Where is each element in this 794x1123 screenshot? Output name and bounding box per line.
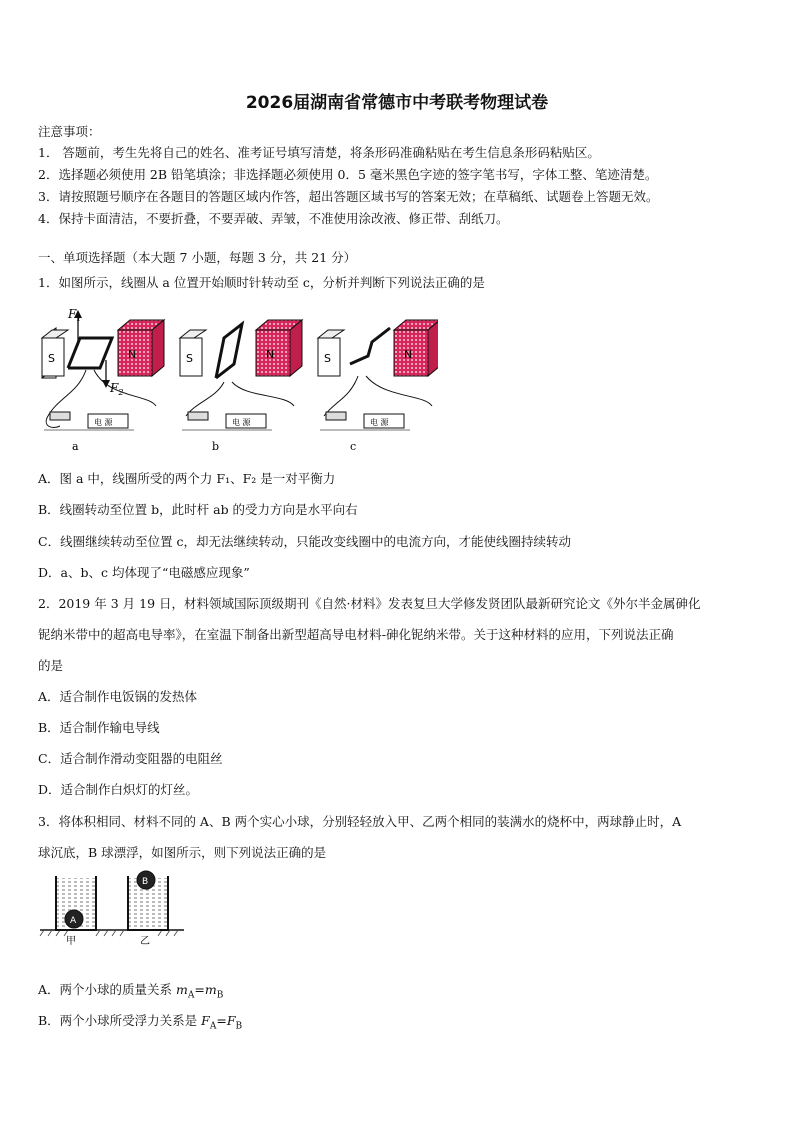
panel-c <box>318 320 438 453</box>
force-f1: $F_1$ <box>68 307 82 323</box>
force-f2: $F_2$ <box>110 381 124 397</box>
q2-option-a: A．适合制作电饭锅的发热体 <box>38 689 198 704</box>
ball-a-label: A <box>70 916 77 926</box>
panel-label-c: c <box>350 440 357 453</box>
panel-a <box>42 307 164 453</box>
section-heading: 一、单项选择题（本大题 7 小题，每题 3 分，共 21 分） <box>38 250 357 265</box>
q1-option-d: D．a、b、c 均体现了“电磁感应现象” <box>38 565 250 580</box>
panel-label-a: a <box>72 440 79 453</box>
magnet-s-label-b: S <box>186 352 193 365</box>
power-label-a: 电 源 <box>94 418 113 427</box>
magnet-s-label-a: S <box>48 352 55 365</box>
notice-heading: 注意事项： <box>38 124 101 139</box>
q2-option-d: D．适合制作白炽灯的灯丝。 <box>38 782 199 797</box>
beakers-figure <box>38 868 188 948</box>
power-label-b: 电 源 <box>232 418 251 427</box>
cup-2-label: 乙 <box>140 936 150 947</box>
ball-b-label: B <box>142 877 149 887</box>
notice-item-1: 1． 答题前，考生先将自己的姓名、准考证号填写清楚，将条形码准确粘贴在考生信息条形码粘贴区。 <box>38 145 600 160</box>
motor-coil-figure <box>38 298 438 458</box>
question-2-stem-line-2: 铌纳米带中的超高电导率》，在室温下制备出新型超高导电材料-砷化铌纳米带。关于这种材料的应用，下列说法正确 <box>38 627 674 642</box>
notice-item-3: 3．请按照题号顺序在各题目的答题区域内作答，超出答题区域书写的答案无效；在草稿纸、试题卷上答题无效。 <box>38 189 659 204</box>
notice-item-2: 2．选择题必须使用 2B 铅笔填涂；非选择题必须使用 0．5 毫米黑色字迹的签字笔书写，字体工整、笔迹清楚。 <box>38 167 658 182</box>
magnet-s-label-c: S <box>324 352 331 365</box>
q1-option-b: B．线圈转动至位置 b，此时杆 ab 的受力方向是水平向右 <box>38 502 358 517</box>
magnet-n-label-c: N <box>404 348 413 361</box>
magnet-n-label-a: N <box>128 348 137 361</box>
q1-option-c: C．线圈继续转动至位置 c，却无法继续转动，只能改变线圈中的电流方向，才能使线圈持续转动 <box>38 534 572 549</box>
q2-option-c: C．适合制作滑动变阻器的电阻丝 <box>38 751 223 766</box>
notice-item-4: 4．保持卡面清洁，不要折叠，不要弄破、弄皱，不准使用涂改液、修正带、刮纸刀。 <box>38 211 509 226</box>
question-2-stem-line-3: 的是 <box>38 658 64 673</box>
question-3-stem-line-2: 球沉底，B 球漂浮，如图所示，则下列说法正确的是 <box>38 845 327 860</box>
power-label-c: 电 源 <box>370 418 389 427</box>
q1-option-a: A．图 a 中，线圈所受的两个力 F₁、F₂ 是一对平衡力 <box>38 471 336 486</box>
question-3-stem-line-1: 3．将体积相同、材料不同的 A、B 两个实心小球，分别轻轻放入甲、乙两个相同的装满水的烧杯中，两球静止时，A <box>38 814 682 829</box>
question-1-stem: 1．如图所示，线圈从 a 位置开始顺时针转动至 c，分析并判断下列说法正确的是 <box>38 275 485 290</box>
panel-label-b: b <box>212 440 220 453</box>
q2-option-b: B．适合制作输电导线 <box>38 720 160 735</box>
magnet-n-label-b: N <box>266 348 275 361</box>
q3-option-a: A．两个小球的质量关系 $m_A=m_B$ <box>38 982 224 1001</box>
panel-b <box>180 320 302 453</box>
page-title: 2026届湖南省常德市中考联考物理试卷 <box>245 93 549 113</box>
question-2-stem-line-1: 2．2019 年 3 月 19 日，材料领域国际顶级期刊《自然·材料》发表复旦大学修发贤团队最新研究论文《外尔半金属砷化 <box>38 596 701 611</box>
cup-1-label: 甲 <box>66 936 76 947</box>
q3-option-b: B．两个小球所受浮力关系是 $F_A=F_B$ <box>38 1013 243 1032</box>
